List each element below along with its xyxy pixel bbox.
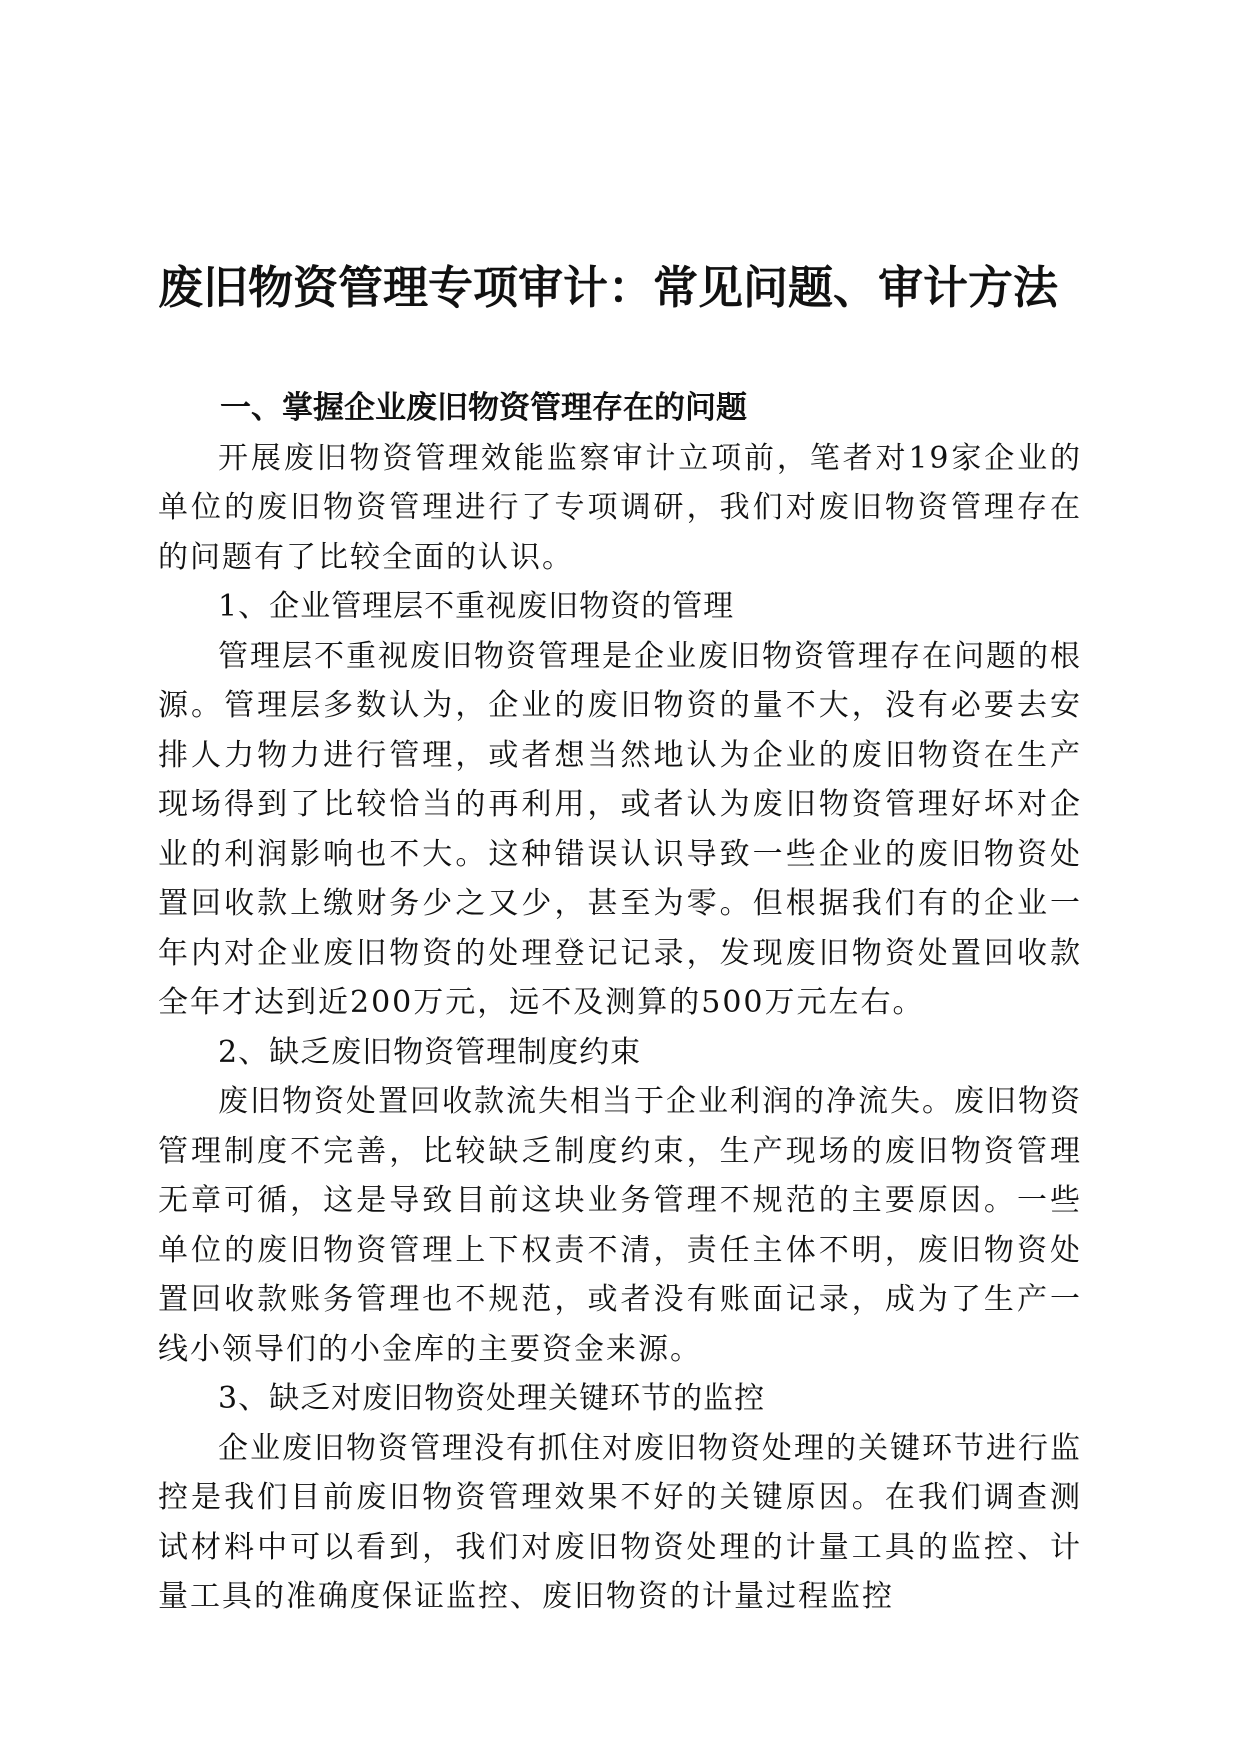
- document-title: 废旧物资管理专项审计：常见问题、审计方法: [158, 261, 1059, 314]
- subsection-heading-1: 1、企业管理层不重视废旧物资的管理: [218, 589, 735, 624]
- subsection-heading-2: 2、缺乏废旧物资管理制度约束: [218, 1034, 642, 1070]
- subsection-paragraph-2: 废旧物资处置回收款流失相当于企业利润的净流失。废旧物资管理制度不完善，比较缺乏制度约束，生产现场的废旧物资管理无章可循，这是导致目前这块业务管理不规范的主要原因。一些单位的废旧物资管理上下权责不清，责任主体不明，废旧物资处置回收款账务管理也不规范，或者没有账面记录，成为了生产一线小领导们的小金库的主要资金来源。: [158, 1084, 1082, 1367]
- subsection-paragraph-3: 企业废旧物资管理没有抓住对废旧物资处理的关键环节进行监控是我们目前废旧物资管理效果不好的关键原因。在我们调查测试材料中可以看到，我们对废旧物资处理的计量工具的监控、计量工具的准确度保证监控、废旧物资的计量过程监控: [158, 1430, 1082, 1614]
- document-page: [158, 0, 1082, 1754]
- section-heading: 一、掌握企业废旧物资管理存在的问题: [220, 390, 747, 426]
- intro-paragraph: 开展废旧物资管理效能监察审计立项前，笔者对19家企业的单位的废旧物资管理进行了专项调研，我们对废旧物资管理存在的问题有了比较全面的认识。: [158, 440, 1082, 575]
- document-body: [158, 384, 1082, 1622]
- subsection-heading-3: 3、缺乏对废旧物资处理关键环节的监控: [218, 1381, 766, 1416]
- subsection-paragraph-1: 管理层不重视废旧物资管理是企业废旧物资管理存在问题的根源。管理层多数认为，企业的废旧物资的量不大，没有必要去安排人力物力进行管理，或者想当然地认为企业的废旧物资在生产现场得到了比较恰当的再利用，或者认为废旧物资管理好坏对企业的利润影响也不大。这种错误认识导致一些企业的废旧物资处置回收款上缴财务少之又少，甚至为零。但根据我们有的企业一年内对企业废旧物资的处理登记记录，发现废旧物资处置回收款全年才达到近200万元，远不及测算的500万元左右。: [158, 638, 1082, 1020]
